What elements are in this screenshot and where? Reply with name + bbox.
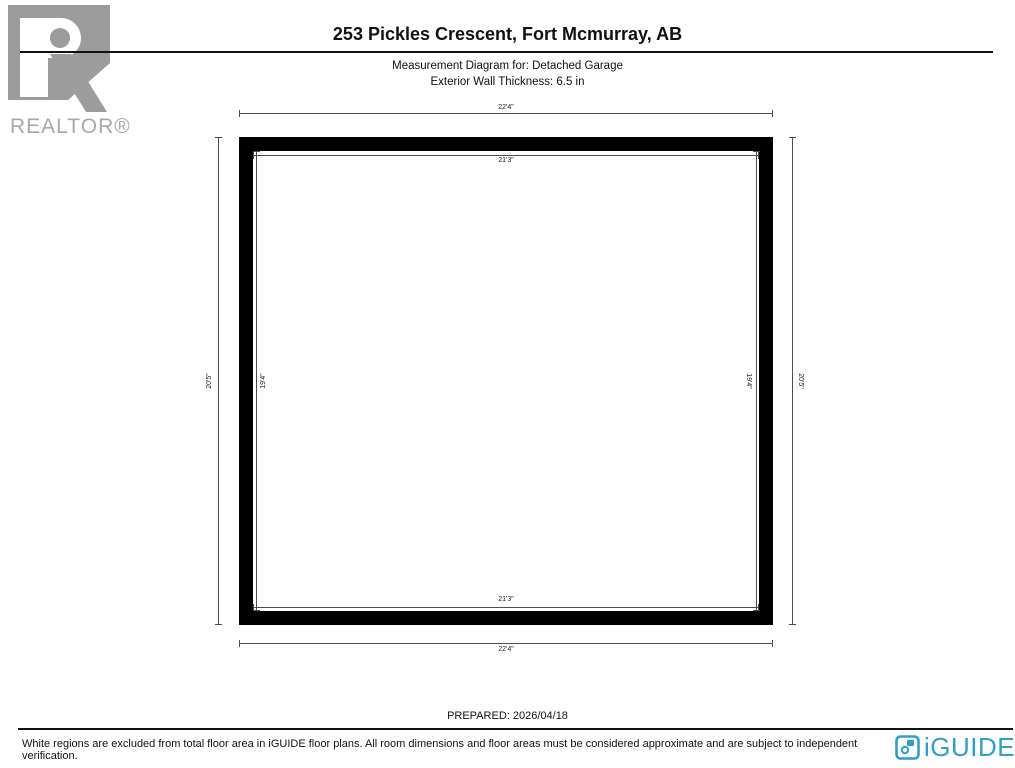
title-underline <box>20 51 993 53</box>
dimension-line-bottom-outer <box>239 643 773 644</box>
dimension-label-left-inner: 19'4" <box>260 373 267 389</box>
dimension-label-right-outer: 20'5" <box>797 373 804 389</box>
dimension-label-top-inner: 21'3" <box>498 157 514 164</box>
prepared-date: PREPARED: 2026/04/18 <box>447 710 568 722</box>
dimension-label-bottom-outer: 22'4" <box>498 646 514 653</box>
realtor-logo <box>8 5 131 138</box>
iguide-wordmark: iGUIDE <box>924 732 1015 762</box>
dimension-line-right-outer <box>792 137 793 625</box>
iguide-logo <box>895 734 1015 760</box>
dimension-line-top-outer <box>239 113 773 114</box>
dimension-line-top-inner <box>253 155 759 156</box>
footer-divider <box>18 728 1013 730</box>
page-title: 253 Pickles Crescent, Fort Mcmurray, AB <box>332 24 683 44</box>
dimension-label-right-inner: 19'4" <box>745 373 752 389</box>
dimension-label-left-outer: 20'5" <box>206 373 213 389</box>
diagram-subtitle: Measurement Diagram for: Detached Garage <box>392 60 623 72</box>
iguide-camera-icon <box>895 735 920 760</box>
wall-thickness-note: Exterior Wall Thickness: 6.5 in <box>430 76 585 88</box>
realtor-block-r-icon <box>8 5 110 117</box>
dimension-line-left-inner <box>256 151 257 611</box>
dimension-label-top-outer: 22'4" <box>498 104 514 111</box>
garage-wall-outline <box>239 137 773 625</box>
dimension-line-right-inner <box>756 151 757 611</box>
disclaimer-text: White regions are excluded from total floor area in iGUIDE floor plans. All room dimensions and floor areas must be considered approximate and are subject to independent verification. <box>22 738 858 762</box>
dimension-line-left-outer <box>218 137 219 625</box>
dimension-line-bottom-inner <box>253 607 759 608</box>
dimension-label-bottom-inner: 21'3" <box>498 596 514 603</box>
realtor-wordmark: REALTOR® <box>10 115 131 138</box>
